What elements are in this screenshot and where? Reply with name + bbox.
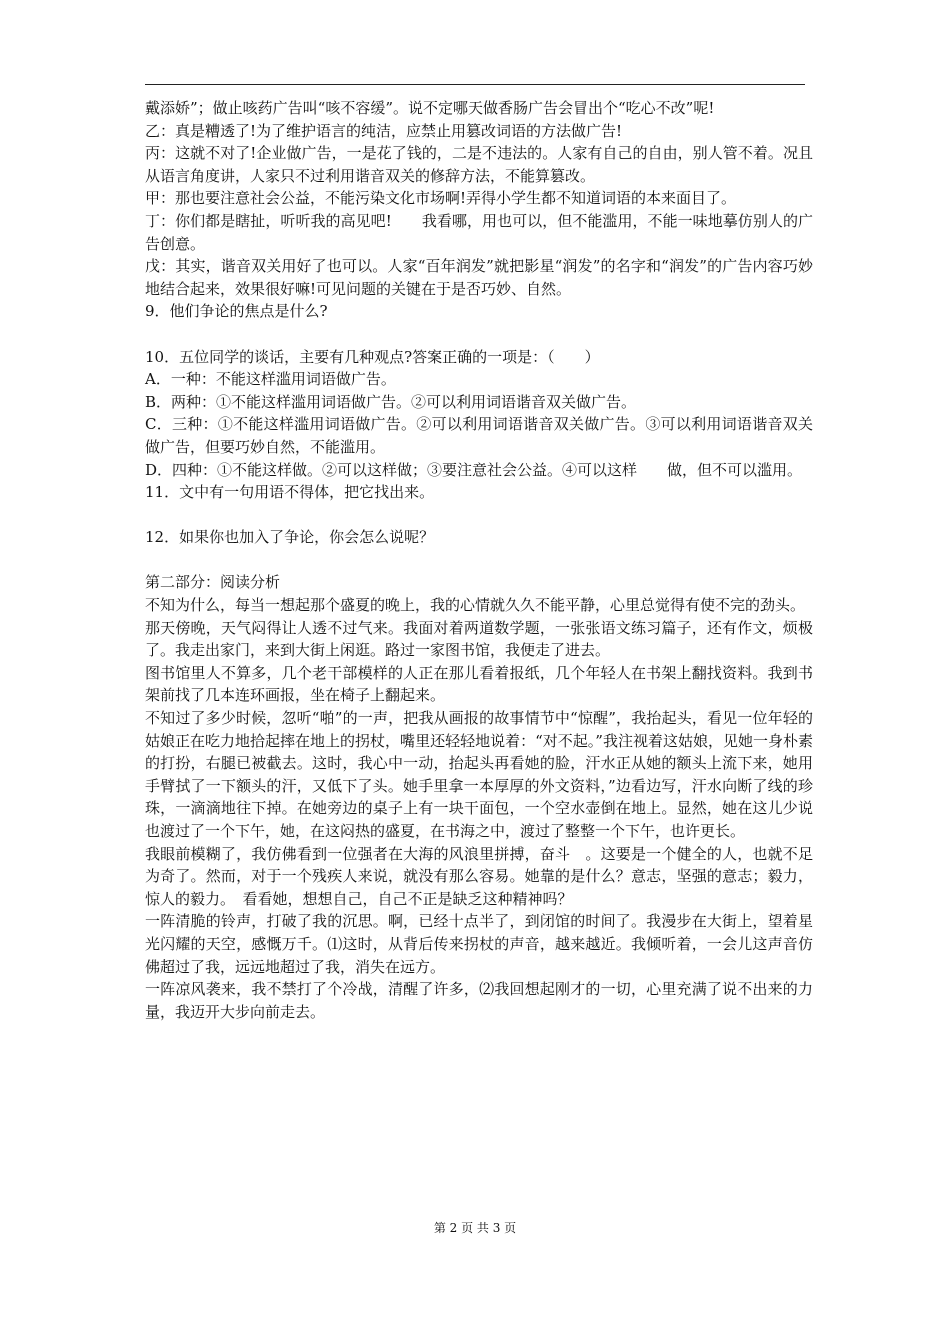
page-footer: 第 2 页 共 3 页 [433, 1221, 517, 1235]
question-10-option-d: D．四种：①不能这样做。②可以这样做；③要注意社会公益。④可以这样 做，但不可以滥用。 [145, 460, 803, 479]
dialogue-line: 乙：真是糟透了!为了维护语言的纯洁，应禁止用篡改词语的方法做广告! [145, 121, 623, 140]
dialogue-line: 甲：那也要注意社会公益，不能污染文化市场啊!弄得小学生都不知道词语的本来面目了。 [145, 189, 737, 208]
part2-heading: 第二部分：阅读分析 [145, 573, 281, 592]
reading-paragraph: 一阵凉风袭来，我不禁打了个冷战，清醒了许多，⑵我回想起刚才的一切，心里充满了说不出来的力量，我迈开大步向前走去。 [145, 980, 813, 1021]
question-12: 12．如果你也加入了争论，你会怎么说呢？ [145, 528, 435, 547]
answer-space [145, 549, 813, 572]
dialogue-line: 戊：其实，谐音双关用好了也可以。人家“百年润发”就把影星“润发”的名字和“润发”的广告内容巧妙地结合起来，效果很好嘛!可见问题的关键在于是否巧妙、自然。 [145, 257, 813, 298]
question-10-stem: 10．五位同学的谈话，主要有几种观点?答案正确的一项是：（ ） [145, 347, 600, 366]
question-10-option-b: B．两种：①不能这样滥用词语做广告。②可以利用词语谐音双关做广告。 [145, 392, 637, 411]
question-9: 9．他们争论的焦点是什么? [145, 302, 328, 321]
dialogue-line: 丙：这就不对了!企业做广告，一是花了钱的，二是不违法的。人家有自己的自由，别人管不着。况且从语言角度讲，人家只不过利用谐音双关的修辞方法，不能算篡改。 [145, 144, 813, 185]
dialogue-line: 丁：你们都是瞎扯，听听我的高见吧! 我看哪，用也可以，但不能滥用，不能一味地摹仿别人的广告创意。 [145, 211, 813, 253]
question-10-option-c: C．三种：①不能这样滥用词语做广告。②可以利用词语谐音双关做广告。③可以利用词语谐音双关做广告，但要巧妙自然，不能滥用。 [145, 415, 813, 456]
reading-paragraph: 一阵清脆的铃声，打破了我的沉思。啊，已经十点半了，到闭馆的时间了。我漫步在大街上，望着星光闪耀的天空，感慨万千。⑴这时，从背后传来拐杖的声音，越来越近。我倾听着，一会儿这声音仿佛超过了我，远远地超过了我，消失在远方。 [145, 912, 813, 976]
reading-paragraph: 那天傍晚，天气闷得让人透不过气来。我面对着两道数学题，一张张语文练习篇子，还有作文，烦极了。我走出家门，来到大街上闲逛。路过一家图书馆，我便走了进去。 [145, 618, 813, 660]
reading-paragraph: 不知过了多少时候，忽听“啪”的一声，把我从画报的故事情节中“惊醒”，我抬起头，看见一位年轻的姑娘正在吃力地拾起摔在地上的拐杖，嘴里还轻轻地说着：“对不起。”我注视着这姑娘，见她一身朴素的打扮，右腿已被截去。这时，我心中一动，抬起头再看她的脸，汗水正从她的额头上流下来，她用手臂拭了一下额头的汗，又低下了头。她手里拿一本厚厚的外文资料，”边看边写，汗水向断了线的珍珠，一滴滴地往下掉。在她旁边的桌子上有一块干面包，一个空水壶倒在地上。显然，她在这儿少说也渡过了一个下午，她，在这闷热的盛夏，在书海之中，渡过了整整一个下午，也许更长。 [145, 709, 813, 840]
header-rule [145, 84, 805, 85]
question-10-option-a: A．一种：不能这样滥用词语做广告。 [145, 370, 396, 389]
question-11: 11．文中有一句用语不得体，把它找出来。 [145, 483, 435, 502]
dialogue-line: 戴添娇”；做止咳药广告叫“咳不容缓”。说不定哪天做香肠广告会冒出个“吃心不改”呢! [145, 99, 715, 117]
answer-space [145, 323, 813, 346]
answer-space [145, 504, 813, 527]
reading-paragraph: 图书馆里人不算多，几个老干部模样的人正在那儿看着报纸，几个年轻人在书架上翻找资料。我到书架前找了几本连环画报，坐在椅子上翻起来。 [145, 663, 813, 705]
page-content [145, 97, 813, 1023]
reading-paragraph: 不知为什么，每当一想起那个盛夏的晚上，我的心情就久久不能平静，心里总觉得有使不完的劲头。 [145, 596, 806, 615]
reading-paragraph: 我眼前模糊了，我仿佛看到一位强者在大海的风浪里拼搏，奋斗 。这要是一个健全的人，也就不足为奇了。然而，对于一个残疾人来说，就没有那么容易。她靠的是什么？意志，坚强的意志；毅力，惊人的毅力。 看看她，想想自己，自己不正是缺乏这种精神吗？ [145, 844, 813, 908]
